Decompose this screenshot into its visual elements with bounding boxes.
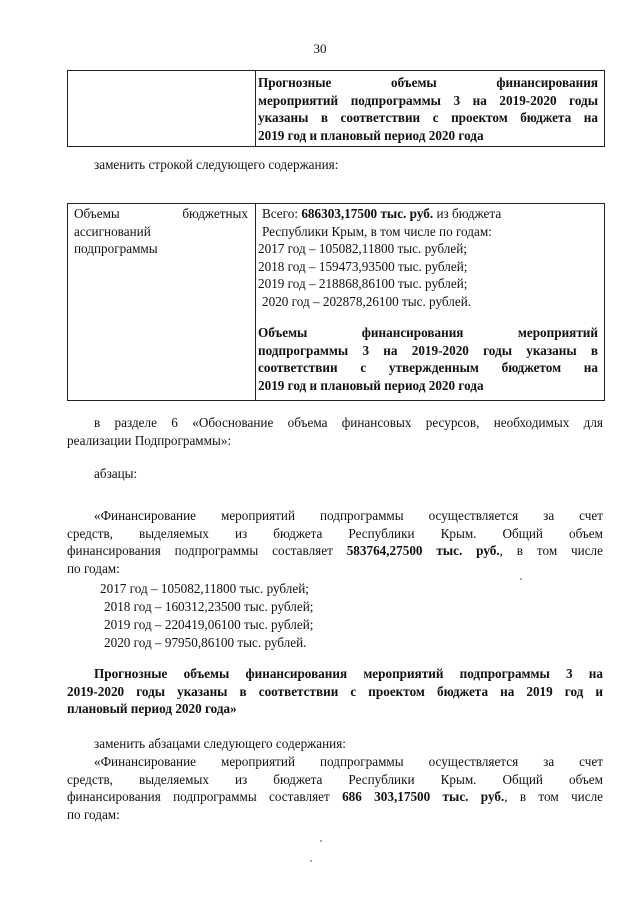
table-column-divider <box>255 71 256 146</box>
text-line: реализации Подпрограммы»: <box>67 432 232 448</box>
year-line: 2019 год – 220419,06100 тыс. рублей; <box>104 617 314 632</box>
replace-row-instruction: заменить строкой следующего содержания: <box>94 157 339 172</box>
text-line: 2019 год и плановый период 2020 года <box>258 377 484 393</box>
scan-speck <box>520 578 522 580</box>
text-line: «Финансирование мероприятий подпрограммы осуществляется за счет <box>94 508 603 523</box>
replace-paragraphs-instruction: заменить абзацами следующего содержания: <box>94 736 346 751</box>
text-line: плановый период 2020 года» <box>67 701 237 716</box>
text-line: по годам: <box>67 806 120 822</box>
new-financing-paragraph <box>67 753 603 823</box>
section6-paragraph <box>67 414 603 449</box>
year-line: 2018 год – 159473,93500 тыс. рублей; <box>258 258 468 274</box>
total-amount: 583764,27500 тыс. руб. <box>346 543 500 558</box>
year-line: 2020 год – 202878,26100 тыс. рублей. <box>262 293 472 309</box>
year-line: 2017 год – 105082,11800 тыс. рублей; <box>100 581 309 596</box>
forecast-paragraph <box>67 665 603 718</box>
label-line: Объемы бюджетных <box>74 206 248 221</box>
old-row-forecast-text <box>258 74 598 144</box>
source-line: Республики Крым, в том числе по годам: <box>262 223 492 239</box>
text-fragment: , в том числе <box>499 543 603 558</box>
total-amount: 686 303,17500 тыс. руб. <box>342 789 505 804</box>
year-line: 2017 год – 105082,11800 тыс. рублей; <box>258 241 467 256</box>
table-column-divider <box>255 204 256 400</box>
text-line: Объемы финансирования мероприятий <box>258 325 598 340</box>
text-line: 2019 год и плановый период 2020 года <box>258 127 484 143</box>
budget-label-cell <box>74 205 248 258</box>
text-line: по годам: <box>67 560 120 576</box>
text-fragment: , в том числе <box>504 789 604 804</box>
total-suffix: из бюджета <box>433 206 502 221</box>
scan-speck <box>320 840 322 842</box>
text-line: средств, выделяемых из бюджета Республики Крым. Общий объем <box>67 771 603 787</box>
page-number: 30 <box>313 41 327 56</box>
year-line: 2019 год – 218868,86100 тыс. рублей; <box>258 276 468 291</box>
text-line <box>67 788 603 806</box>
total-amount: 686303,17500 тыс. руб. <box>301 206 434 221</box>
text-fragment: финансирования подпрограммы составляет <box>67 789 343 804</box>
text-line: средств, выделяемых из бюджета Республики Крым. Общий объем <box>67 525 603 541</box>
text-line: 2019-2020 годы указаны в соответствии с проектом бюджета на 2019 год и <box>67 683 603 699</box>
approved-budget-note <box>258 324 598 394</box>
paragraphs-label: абзацы: <box>94 466 138 481</box>
budget-value-cell <box>258 205 598 310</box>
text-line: Прогнозные объемы финансирования мероприятий подпрограммы 3 на <box>94 666 603 681</box>
text-line <box>67 542 603 560</box>
text-fragment: финансирования подпрограммы составляет <box>67 543 347 558</box>
text-line: указаны в соответствии с проектом бюджета на <box>258 110 598 125</box>
text-line: «Финансирование мероприятий подпрограммы осуществляется за счет <box>94 754 603 769</box>
label-line: подпрограммы <box>74 241 158 256</box>
total-line <box>258 205 598 223</box>
text-line: в разделе 6 «Обоснование объема финансовых ресурсов, необходимых для <box>94 415 603 430</box>
text-line: мероприятий подпрограммы 3 на 2019-2020 годы <box>258 92 598 108</box>
text-line: Прогнозные объемы финансирования <box>258 75 598 90</box>
text-line: подпрограммы 3 на 2019-2020 годы указаны в <box>258 342 598 358</box>
text-line: соответствии с утвержденным бюджетом на <box>258 360 598 375</box>
year-line: 2018 год – 160312,23500 тыс. рублей; <box>104 599 314 614</box>
scan-speck <box>310 860 312 862</box>
total-prefix: Всего: <box>262 206 302 221</box>
year-line: 2020 год – 97950,86100 тыс. рублей. <box>104 635 307 650</box>
label-line: ассигнований <box>74 223 151 239</box>
old-financing-paragraph <box>67 507 603 577</box>
